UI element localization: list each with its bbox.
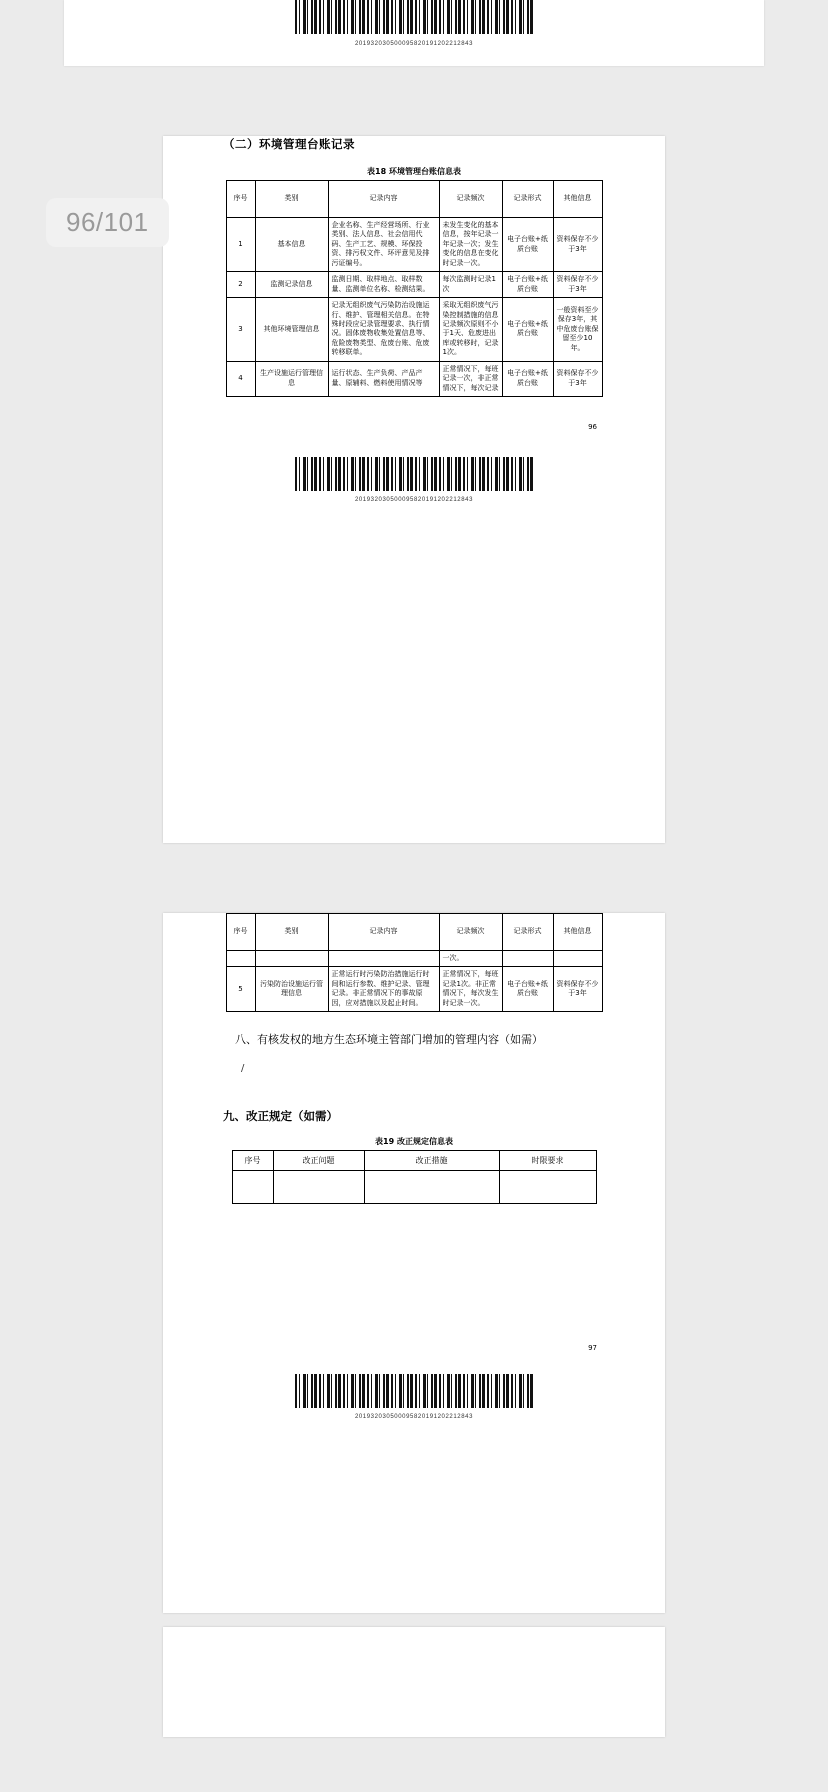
cell-frequency: 采取无组织废气污染控制措施的信息记录频次原则不小于1天、危废进出库或转移时，记录1次。 — [439, 298, 502, 362]
cell-form: 电子台账+纸质台账 — [502, 361, 553, 396]
cell-measure — [364, 1171, 499, 1204]
th-other: 其他信息 — [553, 914, 602, 951]
pdf-page-98-partial[interactable] — [163, 1627, 665, 1737]
cell-no — [226, 951, 255, 967]
cell-other: 资料保存不少于3年 — [553, 361, 602, 396]
heading-section-nine: 九、改正规定（如需） — [223, 1109, 338, 1124]
cell-issue — [273, 1171, 364, 1204]
table-row — [232, 1171, 596, 1204]
th-form: 记录形式 — [502, 914, 553, 951]
cell-category: 基本信息 — [255, 218, 328, 272]
table-header-row — [226, 181, 602, 218]
cell-form: 电子台账+纸质台账 — [502, 298, 553, 362]
th-measure: 改正措施 — [364, 1151, 499, 1171]
cell-other: 资料保存不少于3年 — [553, 218, 602, 272]
th-frequency: 记录频次 — [439, 914, 502, 951]
cell-category: 污染防治设施运行管理信息 — [255, 967, 328, 1012]
cell-other — [553, 951, 602, 967]
th-no: 序号 — [232, 1151, 273, 1171]
cell-frequency: 一次。 — [439, 951, 502, 967]
barcode-image — [295, 1374, 533, 1408]
cell-form: 电子台账+纸质台账 — [502, 967, 553, 1012]
th-content: 记录内容 — [328, 914, 439, 951]
table18 — [226, 180, 603, 397]
table-row — [226, 361, 602, 396]
heading-section-eight: 八、有核发权的地方生态环境主管部门增加的管理内容（如需） — [235, 1033, 543, 1047]
pdf-page-previous-partial — [64, 0, 764, 66]
cell-no — [232, 1171, 273, 1204]
cell-content: 运行状态、生产负荷、产品产量、原辅料、燃料使用情况等 — [328, 361, 439, 396]
barcode-image — [295, 457, 533, 491]
cell-no: 2 — [226, 272, 255, 298]
table-row — [226, 298, 602, 362]
barcode-image — [295, 0, 533, 34]
th-form: 记录形式 — [502, 181, 553, 218]
section-heading-env-ledger: （二）环境管理台账记录 — [223, 137, 355, 151]
cell-category — [255, 951, 328, 967]
th-deadline: 时限要求 — [499, 1151, 596, 1171]
cell-frequency: 每次监测时记录1次 — [439, 272, 502, 298]
cell-form: 电子台账+纸质台账 — [502, 272, 553, 298]
table19 — [232, 1150, 597, 1204]
section-eight-content: / — [241, 1063, 245, 1075]
table-row — [226, 218, 602, 272]
th-content: 记录内容 — [328, 181, 439, 218]
cell-category: 生产设施运行管理信息 — [255, 361, 328, 396]
th-no: 序号 — [226, 914, 255, 951]
cell-category: 监测记录信息 — [255, 272, 328, 298]
th-frequency: 记录频次 — [439, 181, 502, 218]
cell-frequency: 未发生变化的基本信息，按年记录一年记录一次；发生变化的信息在变化时记录一次。 — [439, 218, 502, 272]
th-category: 类别 — [255, 914, 328, 951]
cell-frequency: 正常情况下，每班记录一次，非正常情况下，每次记录 — [439, 361, 502, 396]
barcode-number: 201932030500095820191202212843 — [354, 41, 474, 47]
table18-continued — [226, 913, 603, 1012]
page-number-97: 97 — [588, 1344, 597, 1353]
cell-other: 一般资料至少保存3年，其中危废台账保留至少10年。 — [553, 298, 602, 362]
cell-no: 5 — [226, 967, 255, 1012]
page-indicator: 96/101 — [46, 198, 169, 247]
table-header-row — [226, 914, 602, 951]
cell-content: 记录无组织废气污染防治设施运行、维护、管理相关信息。在特殊时段应记录管理要求、执行情况。固体废物收集处置信息等、危险废物类型、危废台账、危废转移联单。 — [328, 298, 439, 362]
table-header-row — [232, 1151, 596, 1171]
cell-no: 1 — [226, 218, 255, 272]
cell-other: 资料保存不少于3年 — [553, 967, 602, 1012]
cell-no: 4 — [226, 361, 255, 396]
th-other: 其他信息 — [553, 181, 602, 218]
barcode-block-previous — [64, 0, 764, 47]
cell-content — [328, 951, 439, 967]
th-category: 类别 — [255, 181, 328, 218]
page-number-96: 96 — [588, 423, 597, 431]
cell-content: 正常运行时污染防治措施运行时间和运行参数、维护记录、管理记录。非正常情况下的事故原因，应对措施以及起止时间。 — [328, 967, 439, 1012]
cell-frequency: 正常情况下，每班记录1次。非正常情况下，每次发生时记录一次。 — [439, 967, 502, 1012]
table-row — [226, 272, 602, 298]
barcode-block-97 — [195, 1374, 633, 1420]
cell-form — [502, 951, 553, 967]
pdf-page-96[interactable] — [163, 136, 665, 843]
table-row — [226, 967, 602, 1012]
table19-caption: 表19 改正规定信息表 — [375, 1137, 453, 1147]
cell-content: 企业名称、生产经营场所、行业类别、法人信息、社会信用代码、生产工艺、规模、环保投资、排污权文件、环评意见及排污证编号。 — [328, 218, 439, 272]
barcode-number: 201932030500095820191202212843 — [354, 497, 474, 503]
cell-content: 监测日期、取样地点、取样数量、监测单位名称、检测结果。 — [328, 272, 439, 298]
barcode-block-96 — [195, 457, 633, 503]
table-row-continuation — [226, 951, 602, 967]
table18-caption: 表18 环境管理台账信息表 — [367, 167, 461, 176]
cell-no: 3 — [226, 298, 255, 362]
barcode-number: 201932030500095820191202212843 — [354, 1414, 474, 1421]
th-issue: 改正问题 — [273, 1151, 364, 1171]
cell-deadline — [499, 1171, 596, 1204]
th-no: 序号 — [226, 181, 255, 218]
cell-category: 其他环境管理信息 — [255, 298, 328, 362]
cell-other: 资料保存不少于3年 — [553, 272, 602, 298]
pdf-page-97[interactable] — [163, 913, 665, 1613]
cell-form: 电子台账+纸质台账 — [502, 218, 553, 272]
